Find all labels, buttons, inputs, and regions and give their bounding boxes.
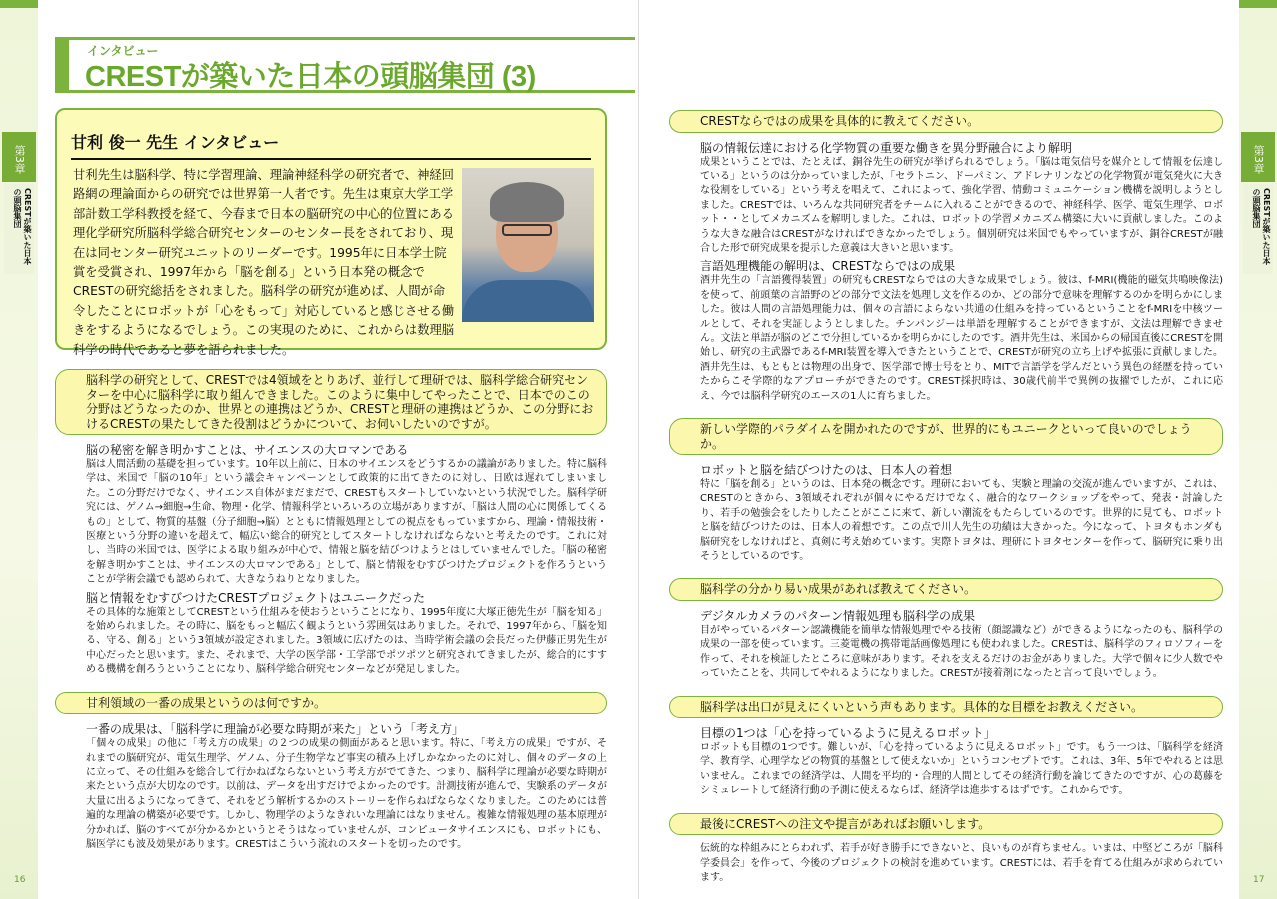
answer-paragraph: 「個々の成果」の他に「考え方の成果」の２つの成果の側面があると思います。特に、「考え方の成果」ですが、それまでの脳研究が、電気生理学、ゲノム、分子生物学など事実の積み上げしかなかったのに対し、個々のデータの上に立って、その仕組みを総合して行かねばならないという考え方がでてきた、つまり、脳科学に理論が必要な時期が来たという点が大切なのです。以前は、データを出すだけでよかったのです。計測技術が進んで、実験系のデータが大量に出るようになってきて、それをどう解析するかのストーリーを作らねばならなくなりました。このためには普遍的な理論の構築が必要です。しかし、物理学のようなきれいな理論にはなりません。複雑な情報処理の基本原理が分かれば、脳のすべてが分かるかというとそうはなっていませんが、コンピュータサイエンスにも、ロボットにも、脳医学にも波及効果があります。CRESTはこういう流れのスタートを切ったのです。 (86, 738, 607, 851)
answer-section (700, 725, 1223, 801)
answer-section (700, 608, 1223, 684)
interview-intro-box (55, 108, 607, 357)
answer-subheading: 一番の成果は、「脳科学に理論が必要な時期が来た」という「考え方」 (86, 722, 465, 737)
answer-paragraph: ロボットも目標の1つです。難しいが、「心を持っているように見えるロボット」です。もう一つは、「脳科学を経済学、教育学、心理学などの物質的基盤として使えないか」というコンセプトです。これは、3年、5年でやれるとは思いません。これまでの経済学は、人間を平均的・合理的人間としてその経済行動を論じてきたのですが、心の葛藤をシミュレートして経済行動の予測に使えるならば、経済学は進歩するはずです。これからです。 (700, 742, 1223, 797)
answer-paragraph: その具体的な施策としてCRESTという仕組みを使おうということになり、1995年度に大塚正徳先生が「脳を知る」を始められました。その時に、脳をもっと幅広く観ようという雰囲気はありました。それで、1997年から、「脳を知る、守る、創る」という3領域が設定されました。3領域に広げたのは、当時学術会議の会長だった伊藤正男先生が中心だったと思います。また、それまで、大学の医学部・工学部でポツポツと研究されてきましたが、総合的にすすめる機構を創ろうということになり、脳科学総合研究センターなどが発足しました。 (86, 606, 607, 676)
answer-paragraph: 酒井先生の「言語獲得装置」の研究もCRESTならではの大きな成果でしょう。彼は、f-MRI(機能的磁気共鳴映像法)を使って、前頭葉の言語野のどの部分で文法を処理し文を作るのか、どの部分で意味を理解するのかを明らかにしました。彼は人間の言語処理能力は、個々の言語によらない共通の仕組みを持っているということをf-MRIを中核ツールとして、それを実証しようとしました。チンパンジーは単語を理解することができますが、文法は理解できません。文法と単語が脳のどこで分担しているかを明らかにしたのです。酒井先生は、米国からの帰国直後にCRESTを開始し、研究の主武器であるf-MRI装置を導入できたということで、CRESTが研究の立ち上げや拡張に貢献しました。酒井先生は、もともとは物理の出身で、医学部で博士号をとり、MITで言語学を学んだという異色の経歴を持っていたからこそ学際的なアプローチができたのです。CREST採択時は、30歳代前半で異例の抜擢でしたが、これに応え、今では脳科学研究のエースの1人に育ちました。 (700, 275, 1223, 402)
interview-heading: 甘利 俊一 先生 インタビュー (71, 130, 591, 160)
answer-paragraph: 伝統的な枠組みにとらわれず、若手が好き勝手にできないと、良いものが育ちません。いまは、中堅どころが「脳科学委員会」を作って、今後のプロジェクトの検討を進めています。CRESTには、若手を育てる仕組みが求められています。 (700, 843, 1223, 883)
answer-section (86, 721, 607, 854)
page-header (55, 37, 635, 93)
left-qa-flow (55, 369, 607, 866)
answer-subheading: 目標の1つは「心を持っているように見えるロボット」 (700, 726, 996, 741)
chapter-label: 第3章 (2, 132, 36, 182)
left-page (0, 0, 638, 899)
intro-text: 甘利先生は脳科学、特に学習理論、理論神経科学の研究者で、神経回路網の理論面からの研究では世界第一人者です。先生は東京大学工学部計数工学科教授を経て、今春まで日本の脳研究の中心的位置にある理化学研究所脳科学総合研究センターのセンター長をされており、現在は同センター研究ユニットのリーダーです。1995年に日本学士院賞を受賞され、1997年から「脳を創る」という日本発の概念でCRESTの研究総括をされました。脳科学の研究が進めば、人間が命令したことにロボットが「心をもって」対応していると感じさせる働きをするようになるでしょう。この実現のために、これからは数理脳科学の時代であると夢を語られました。 (73, 168, 455, 357)
page-title: CRESTが築いた日本の頭脳集団 (3) (85, 61, 536, 93)
answer-subheading: 脳の情報伝達における化学物質の重要な働きを異分野融合により解明 (700, 140, 1073, 155)
answer-subheading: 脳と情報をむすびつけたCRESTプロジェクトはユニークだった (86, 590, 426, 605)
side-tab-right (1239, 0, 1277, 899)
page-number: 16 (14, 875, 26, 885)
portrait-photo (462, 168, 594, 322)
header-kicker: インタビュー (87, 44, 159, 58)
answer-section (700, 462, 1223, 566)
chapter-label: 第3章 (1241, 132, 1275, 182)
answer-subheading: 脳の秘密を解き明かすことは、サイエンスの大ロマンである (86, 443, 409, 457)
answer-section (86, 442, 607, 680)
page-number: 17 (1253, 875, 1265, 885)
question-bubble: CRESTならではの成果を具体的に教えてください。 (669, 110, 1223, 133)
question-bubble: 脳科学の分かり易い成果があれば教えてください。 (669, 578, 1223, 601)
chapter-subtitle: CRESTが築いた日本の頭脳集団 (4, 184, 34, 274)
right-qa-flow (669, 110, 1223, 899)
answer-subheading: 言語処理機能の解明は、CRESTならではの成果 (700, 259, 956, 274)
question-bubble: 脳科学の研究として、CRESTでは4領域をとりあげ、並行して理研では、脳科学総合研究センターを中心に脳科学に取り組んできました。このように集中してやったことで、日本でのこの分野はどうなったのか、世界との連携はどうか、CRESTと理研の連携はどうか、この分野におけるCRESTの果たしてきた役割はどうかについて、お伺いしたいのですが。 (55, 369, 607, 435)
answer-paragraph: 脳は人間活動の基礎を担っています。10年以上前に、日本のサイエンスをどうするかの議論がありました。特に脳科学は、米国で「脳の10年」という議会キャンペーンとして政策的に出てきたのに対し、日欧は遅れてしまいました。この分野だけでなく、サイエンス自体がまだまだで、CRESTもスタートしていないという状況でした。脳科学研究には、ゲノム→細胞→生命、物理・化学、情報科学といろいろの立場がありますが、「脳は人間の心に関係してくるもの」として、物質的基盤（分子細胞→脳）とともに情報処理としての視点をもっていますから、理論・情報技術・医療という分野の違いを超えて、幅広い総合的研究としてスタートしなければならないと考えたのです。これに対し、当時の米国では、医学による取り組みが中心で、情報と脳を結びつけようとはしていませんでした。「脳の秘密を解き明かすことは、サイエンスの大ロマンである」として、脳と情報をむすびつけたプロジェクトを作ろうということが学術会議でも認められて、大きなうねりとなりました。 (86, 459, 607, 586)
answer-section (700, 140, 1223, 407)
side-tab-left (0, 0, 38, 899)
answer-paragraph: 特に「脳を創る」というのは、日本発の概念です。理研においても、実験と理論の交流が進んでいますが、これは、CRESTのときから、3領域それぞれが個々にやるだけでなく、融合的なワークショップをやって、発表・討論したり、若手の勉強会をしたりしたことがここに来て、新しい潮流をもたらしているのです。世界的に見ても、ロボットと脳を結びつけたのは、日本人の着想です。この点で川人先生の功績は大きかった。今になって、トヨタもホンダも脳研究をしなければと、真剣に考え始めています。実際トヨタは、理研にトヨタセンターを作って、脳研究に乗り出そうとしているのです。 (700, 479, 1223, 563)
answer-paragraph: 成果ということでは、たとえば、銅谷先生の研究が挙げられるでしょう。「脳は電気信号を媒介として情報を伝達している」というのは分かっていましたが、「セラトニン、ドーパミン、アドレナリンなどの化学物質が電気発火に大きな役割をしている」という考えを唱えて、これによって、強化学習、情動コミュニケーション機構を説明しようとしました。CRESTでは、いろんな共同研究者をチームに入れることができるので、神経科学、医学、電気生理学、ロボット・・としてメカニズムを解明しました。これは、ロボットの学習メカニズム構築に大いに貢献しました。このような大きな融合はCRESTがなければできなかったでしょう。個別研究は米国でもやっていますが、銅谷CRESTが融合した形で研究成果を提示した意義は大きいと思います。 (700, 156, 1223, 254)
question-bubble: 甘利領域の一番の成果というのは何ですか。 (55, 692, 607, 715)
answer-section (700, 842, 1223, 887)
right-page (638, 0, 1277, 899)
chapter-subtitle: CRESTが築いた日本の頭脳集団 (1243, 184, 1273, 274)
question-bubble: 新しい学際的パラダイムを開かれたのですが、世界的にもユニークといって良いのでしょうか。 (669, 418, 1223, 455)
question-bubble: 脳科学は出口が見えにくいという声もあります。具体的な目標をお教えください。 (669, 696, 1223, 719)
question-bubble: 最後にCRESTへの注文や提言があればお願いします。 (669, 813, 1223, 836)
answer-subheading: デジタルカメラのパターン情報処理も脳科学の成果 (700, 608, 976, 623)
answer-paragraph: 目がやっているパターン認識機能を簡単な情報処理でやる技術（顔認識など）ができるようになったのも、脳科学の成果の一部を使っています。三菱電機の携帯電話画像処理にも使われました。CRESTは、脳科学のフィロソフィーを作って、それを検証したところに意味があります。それを支えるだけのお金がありました。大学で個々に少人数でやっていたことを、共同してやれるようになりました。CRESTが接着剤になったと言って良いでしょう。 (700, 624, 1223, 680)
answer-subheading: ロボットと脳を結びつけたのは、日本人の着想 (700, 463, 953, 477)
